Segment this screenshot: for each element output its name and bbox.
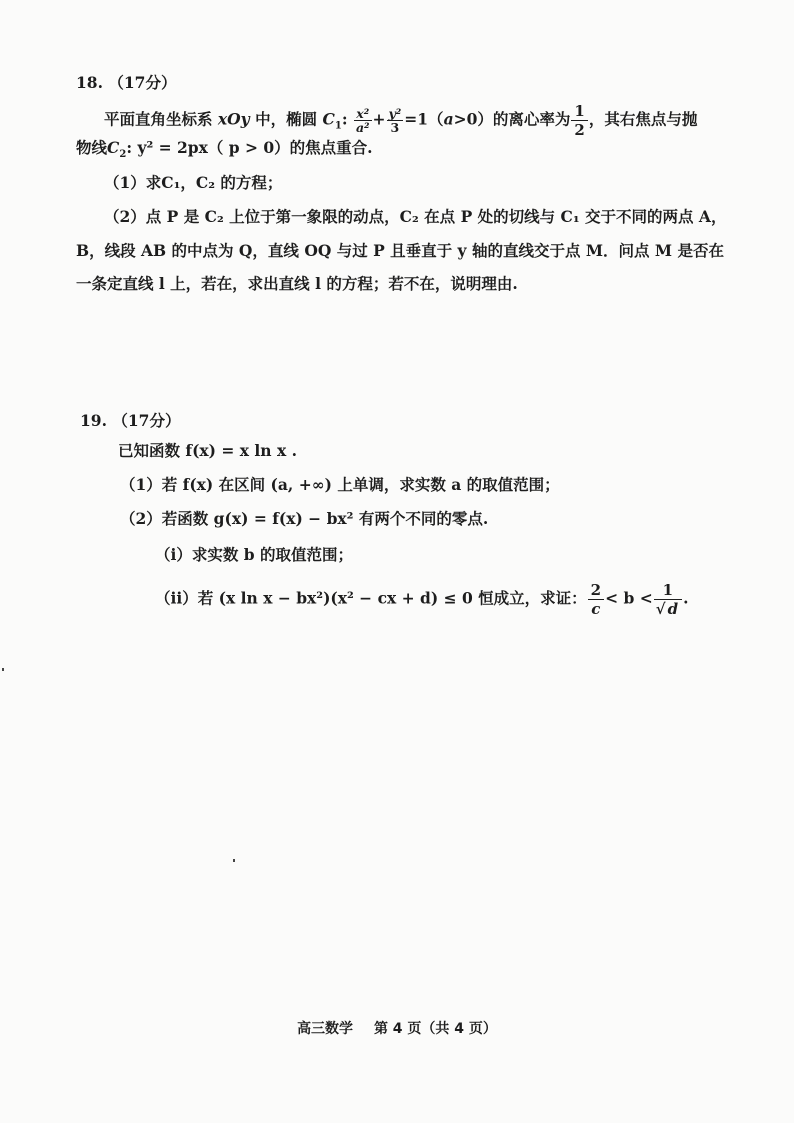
stem-text: （ii）若 (x ln x − bx²)(x² − cx + d) ≤ 0 恒成立，求证： bbox=[155, 588, 587, 608]
numerator: 1 bbox=[571, 103, 587, 121]
scan-speck bbox=[233, 859, 235, 862]
footer-page-number: 第 4 页（共 4 页） bbox=[373, 1021, 497, 1037]
subscript: 1 bbox=[334, 120, 342, 132]
curve-c1: C bbox=[322, 109, 335, 129]
q18-stem-line-1 bbox=[104, 103, 697, 138]
denominator: 2 bbox=[574, 121, 585, 139]
inequality-text: < b < bbox=[605, 588, 653, 608]
equation-text: =1（ bbox=[404, 109, 444, 129]
stem-text: ，其右焦点与抛 bbox=[588, 109, 698, 129]
numerator: 2 bbox=[588, 582, 604, 600]
fraction-one-half bbox=[571, 103, 587, 138]
var-a: a bbox=[443, 109, 454, 129]
parabola-equation: : y² = 2px（ p > 0）的焦点重合. bbox=[126, 138, 373, 157]
numerator: y² bbox=[388, 106, 402, 121]
q18-stem-line-2 bbox=[76, 137, 373, 166]
colon: : bbox=[341, 109, 348, 129]
scan-speck bbox=[2, 668, 4, 671]
question-score: （17分） bbox=[112, 411, 181, 430]
question-number: 19. bbox=[80, 411, 107, 430]
question-number: 18. bbox=[76, 73, 103, 92]
fraction-x2-a2 bbox=[354, 107, 372, 134]
denominator: c bbox=[591, 600, 601, 618]
footer-subject: 高三数学 bbox=[297, 1021, 354, 1037]
q18-part-2-line-1: （2）点 P 是 C₂ 上位于第一象限的动点，C₂ 在点 P 处的切线与 C₁ 交于不同的两点 A， bbox=[104, 207, 727, 226]
q19-part-2-i: （i）求实数 b 的取值范围； bbox=[155, 545, 354, 564]
curve-c2: C bbox=[107, 138, 120, 157]
denominator: 3 bbox=[390, 120, 400, 135]
q19-part-2-ii bbox=[155, 582, 688, 617]
q18-part-2-line-3: 一条定直线 l 上，若在，求出直线 l 的方程；若不在，说明理由. bbox=[76, 274, 518, 293]
coord-system: xOy bbox=[217, 109, 250, 129]
denominator: a² bbox=[355, 120, 370, 135]
period: . bbox=[683, 588, 689, 608]
question-18-header bbox=[76, 72, 176, 94]
fraction-1-over-sqrt-d bbox=[654, 582, 682, 617]
fraction-2-over-c bbox=[588, 582, 604, 617]
q18-part-2-line-2: B，线段 AB 的中点为 Q，直线 OQ 与过 P 且垂直于 y 轴的直线交于点 M．问点 M 是否在 bbox=[76, 241, 724, 260]
q19-given: 已知函数 f(x) = x ln x . bbox=[118, 441, 297, 460]
q18-part-1: （1）求C₁，C₂ 的方程； bbox=[104, 173, 283, 192]
plus-sign: + bbox=[372, 109, 386, 129]
numerator: x² bbox=[354, 107, 372, 121]
radicand: d bbox=[667, 600, 679, 618]
stem-text: 物线 bbox=[76, 138, 108, 157]
stem-text: 平面直角坐标系 bbox=[104, 109, 213, 129]
stem-text: 中，椭圆 bbox=[255, 109, 318, 129]
q19-part-2: （2）若函数 g(x) = f(x) − bx² 有两个不同的零点. bbox=[120, 509, 489, 528]
fraction-y2-3 bbox=[387, 107, 404, 134]
subscript: 2 bbox=[119, 149, 127, 161]
denominator: √ d bbox=[655, 600, 679, 618]
page-footer bbox=[0, 1018, 794, 1038]
question-19-header bbox=[80, 410, 180, 432]
q19-part-1: （1）若 f(x) 在区间 (a, +∞) 上单调，求实数 a 的取值范围； bbox=[120, 475, 560, 494]
numerator: 1 bbox=[654, 582, 682, 600]
stem-text: >0）的离心率为 bbox=[453, 109, 571, 129]
question-score: （17分） bbox=[108, 73, 177, 92]
